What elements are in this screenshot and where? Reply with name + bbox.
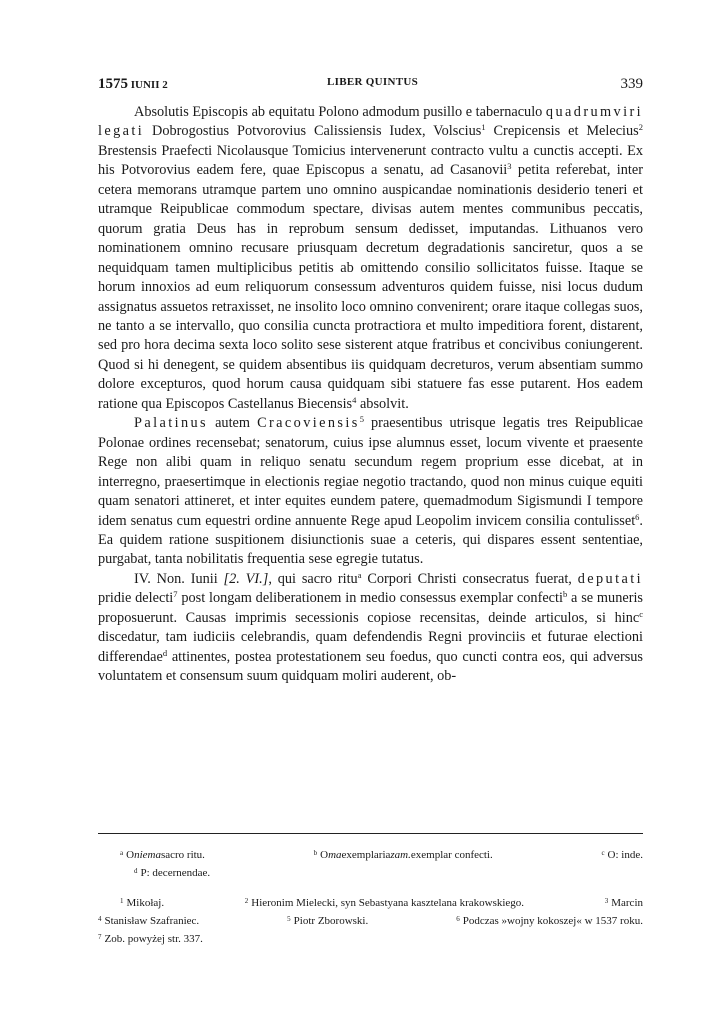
critical-note-a: $^a$ Oniemasacro ritu. [120, 849, 205, 861]
critical-note-d: $^d$ P: decernendae. [134, 867, 211, 879]
paragraph-1: Absolutis Episcopis ab equitatu Polono admodum pusillo e tabernaculo quadrumviri legati Dobrogostius Potvorovius Calissiensis Iudex, Volscius$^1$ Crepicensis et Melecius$^2$ Brestensis Praefecti Nicolausque Tomicius intervenerunt contracto vultu a cunctis accepti. Ex his Potvorovius eadem fere, quae Episcopus a senatu, ad Casanovii$^3$ petita referebat, inter cetera memorans utramque partem uno omnino auspicandae nominationis desiderio teneri et utramque Reipublicae commodum spectare, divisas autem mentes communibus peccatis, quorum gratia Deus has in reprobum sensum dedisset, imputandas. Lithuanos vero nominationem omnino recusare priusquam decretum degradationis sanciretur, quos a se nequidquam tamen multiplicibus petitis ab omittendo consilio sollicitatos fuisse. Itaque se horum innoxios ad eum reliquorum consessum adventuros quidem fuisse, nisi locus dudum assignatus assuetos retraxisset, ne insolito loco omnino convenirent; orare itaque collegas suos, ne tanto a se intervallo, quo consilia cuncta protractiora et multo impeditiora forent, distarent, sed pro hora decima sexta loco solito sese sisterent atque fratribus et concivibus coniungerent. Quod si hi denegent, se quidem absentibus iis quidquam decreturos, verum absentiam summo dolore excepturos, quod horum causa quidquam sibi statuere fas esse putarent. Hos eadem ratione qua Episcopos Castellanus Biecensis$^4$ absolvit. [98, 104, 643, 412]
critical-notes-line-2 [98, 864, 643, 882]
date-annotation: [2. VI.] [223, 570, 269, 587]
critical-notes-line-1 [98, 846, 643, 864]
spaced-term: deputati [577, 570, 643, 587]
header-book-title: LIBER QUINTUS [327, 76, 419, 88]
footnotes-line-1 [98, 894, 643, 912]
footnote-1: $^1$ Mikołaj. [120, 897, 165, 909]
critical-note-c: $^c$ O: inde. [601, 849, 643, 861]
footnote-6: $^6$ Podczas »wojny kokoszej« w 1537 roku. [456, 915, 643, 927]
header-day: IUNII 2 [130, 79, 168, 91]
footnote-ref: a [357, 569, 362, 580]
footnote-5: $^5$ Piotr Zborowski. [287, 915, 369, 927]
footnote-ref: b [562, 589, 568, 600]
critical-apparatus [98, 846, 643, 882]
footnote-ref: 5 [359, 414, 364, 425]
footnote-4: $^4$ Stanisław Szafraniec. [98, 915, 200, 927]
footnote-7: $^7$ Zob. powyżej str. 337. [98, 933, 203, 945]
footnote-3: $^3$ Marcin [604, 897, 643, 909]
paragraph-3: IV. Non. Iunii [2. VI.], qui sacro ritu$^a$ Corpori Christi consecratus fuerat, deputati pridie delecti$^7$ post longam deliberationem in medio consessus exemplar confecti$^b$ a se muneris proposuerunt. Causas imprimis secessionis copiose recensitas, deinde articulos, si hinc$^c$ discedatur, tam iudiciis celebrandis, quam defendendis Regni provinciis et futurae electioni differendae$^d$ attinentes, postea protestationem seu foedus, quo cuncti contra eos, qui adversus voluntatem et consensum suum quidquam moliri auderent, ob- [98, 569, 643, 685]
footnote-ref: 4 [352, 394, 357, 405]
page-number: 339 [620, 76, 643, 92]
footnote-2: $^2$ Hieronim Mielecki, syn Sebastyana kasztelana krakowskiego. [244, 897, 525, 909]
running-header [98, 72, 643, 94]
footnote-ref: d [162, 647, 168, 658]
header-date [98, 76, 168, 93]
paragraph-2: Palatinus autem Cracoviensis$^5$ praesentibus utrisque legatis tres Reipublicae Polonae ordines recensebat; senatorum, cuius ipse alumnus esset, locum vivente et praesente Rege non alibi quam in reliquo senatu secundum regem proprium esse dicebat, at in interregno, praesertimque in electionis regiae negotio tractando, quod non minus cuique equiti quam senatori attineret, et inter equites eundem patere, quemadmodum Sigismundi I tempore idem senatus cum equestri ordine annuente Rege apud Leopolim invicem consilia contulisset$^6$. Ea quidem ratione suspitionem disiunctionis suae a ceteris, qui dispares essent sententiae, purgabat, tanta nobilitatis frequentia sese egregie tutatus. [98, 414, 643, 568]
footnotes-line-3 [98, 930, 643, 948]
spaced-term: quadrumviri legati [98, 104, 643, 140]
critical-note-b: $^b$ Omaexemplariazam.exemplar confecti. [313, 849, 493, 861]
spaced-term: Cracoviensis [257, 415, 360, 432]
footnote-divider [98, 833, 643, 834]
footnote-ref: 6 [635, 511, 640, 522]
spaced-term: Palatinus [134, 415, 209, 432]
historical-footnotes [98, 894, 643, 948]
header-year: 1575 [98, 76, 128, 92]
footnote-ref: 1 [481, 122, 486, 133]
footnote-ref: 2 [638, 122, 643, 133]
footnotes-line-2 [98, 912, 643, 930]
footnote-ref: 7 [173, 589, 178, 600]
footnote-ref: c [639, 608, 643, 619]
main-text [98, 103, 643, 687]
footnote-ref: 3 [507, 161, 512, 172]
